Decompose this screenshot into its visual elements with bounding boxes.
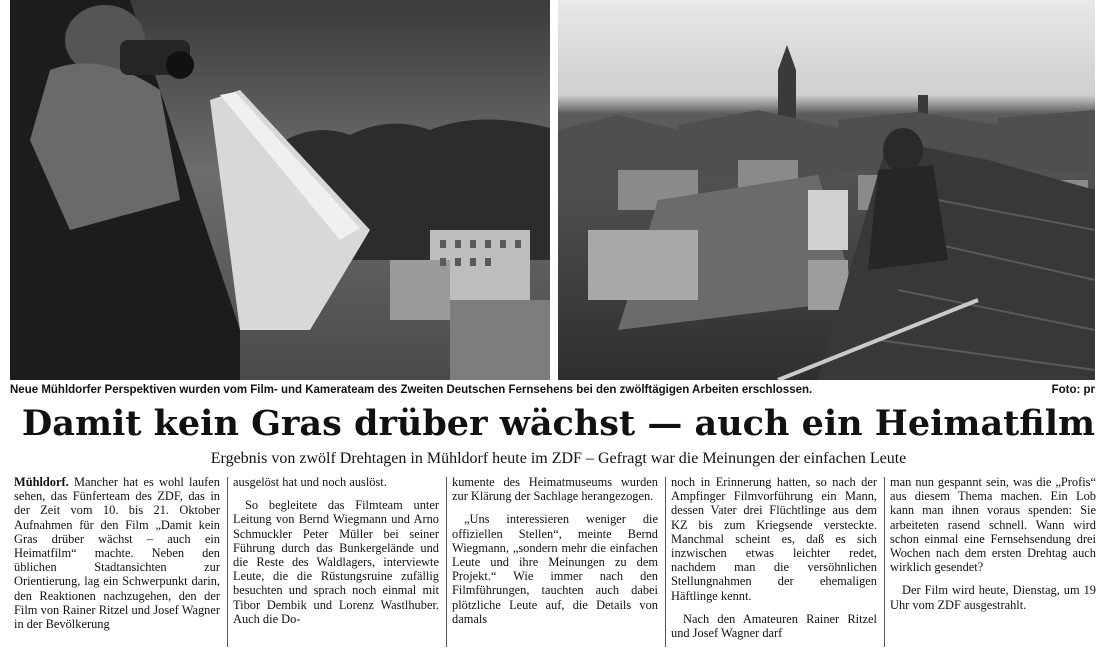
dateline: Mühldorf.	[14, 475, 69, 489]
column-divider	[884, 477, 885, 647]
article-column-1	[14, 475, 220, 652]
article-headline: Damit kein Gras drüber wächst — auch ein Heimatfilm	[21, 403, 1096, 444]
photo-strip	[10, 0, 1095, 380]
paragraph: „Uns interessieren weniger die offiziellen Stellen“, meinte Bernd Wiegmann, „sondern mehr die einfachen Leute und ihre Meinungen zu dem Projekt.“ Wie immer nach den Filmführungen, tauchten auch dabei plötzliche Leute auf, die Details von damals	[452, 512, 658, 626]
paragraph: man nun gespannt sein, was die „Profis“ aus diesem Thema machen. Ein Lob kann man ihnen voraus spenden: Sie arbeiteten rasend schnell. Wann wird schon einmal eine Fernsehsendung drei Wochen nach dem ersten Drehtag auch wirklich gesendet?	[890, 475, 1096, 575]
article-column-4	[671, 475, 877, 652]
paragraph: kumente des Heimatmuseums wurden zur Klärung der Sachlage herangezogen.	[452, 475, 658, 504]
paragraph: Der Film wird heute, Dienstag, um 19 Uhr vom ZDF ausgestrahlt.	[890, 583, 1096, 612]
paragraph: ausgelöst hat und noch auslöst.	[233, 475, 387, 489]
photo-town-view-image	[558, 0, 1095, 380]
article-column-2	[233, 475, 439, 652]
article-column-5	[890, 475, 1096, 652]
column-divider	[665, 477, 666, 647]
photo-caption	[10, 384, 1095, 400]
photo-camera-team	[10, 0, 550, 380]
article-body	[14, 475, 1099, 652]
photo-town-view	[558, 0, 1095, 380]
photo-camera-team-image	[10, 0, 550, 380]
paragraph: noch in Erinnerung hatten, so nach der Ampfinger Filmvorführung ein Mann, dessen Vater drei Flüchtlinge aus dem KZ bis zum Kriegsende versteckte. Manchmal scheint es, daß es sich inzwischen etwas leichter redet, nachdem man die versöhnlichen Stellungnahmen der ehemaligen Häftlinge kennt.	[671, 475, 877, 603]
photo-credit: Foto: pr	[1051, 384, 1095, 396]
paragraph: So begleitete das Filmteam unter Leitung von Bernd Wiegmann und Arno Schmuckler Peter Müller bei seiner Führung durch das Bunkergelände und die Reste des Waldlagers, interviewte Leute, die die Rüstungsruine zufällig besuchten und sprach noch einmal mit Tibor Dembik und Lorenz Wastlhuber. Auch die Do-	[233, 498, 439, 626]
caption-text: Neue Mühldorfer Perspektiven wurden vom Film- und Kamerateam des Zweiten Deutschen Fernsehens bei den zwölftägigen Arbeiten erschlossen.	[10, 384, 813, 396]
column-divider	[446, 477, 447, 647]
column-divider	[227, 477, 228, 647]
article-column-3	[452, 475, 658, 652]
article-subheadline: Ergebnis von zwölf Drehtagen in Mühldorf heute im ZDF – Gefragt war die Meinungen der einfachen Leute	[210, 450, 907, 467]
paragraph: Mancher hat es wohl laufen sehen, das Fünferteam des ZDF, das in der Zeit vom 10. bis 21. Oktober Aufnahmen für den Film „Damit kein Gras drüber wächst – auch ein Heimatfilm“ machte. Neben den üblichen Stadtansichten zur Orientierung, lag ein Schwerpunkt darin, den Reaktionen nachzugehen, den der Film von Rainer Ritzel und Josef Wagner in der Bevölkerung	[14, 475, 220, 632]
paragraph: Nach den Amateuren Rainer Ritzel und Josef Wagner darf	[671, 611, 877, 641]
